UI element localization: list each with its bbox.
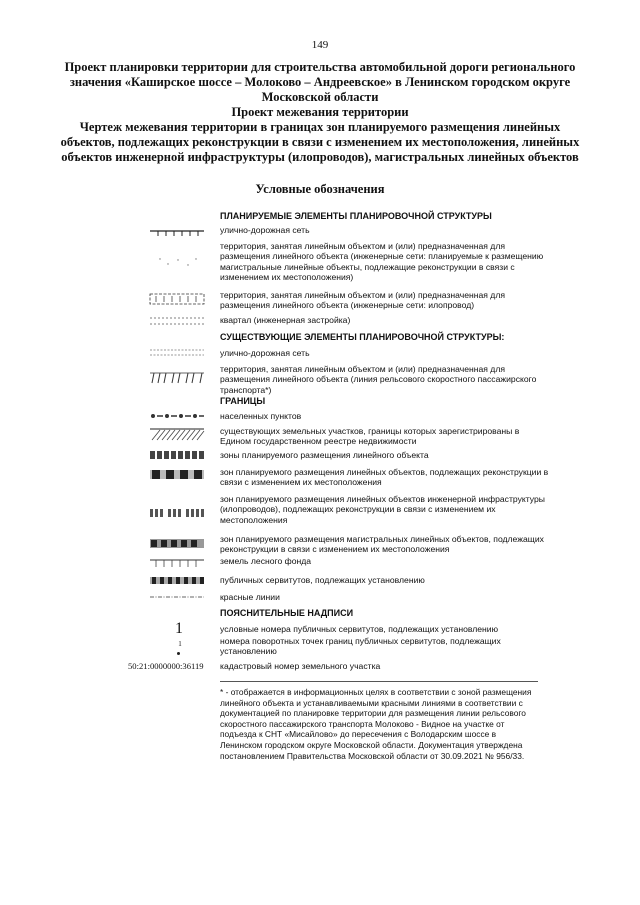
page-number: 149 (311, 39, 329, 51)
legend-text: территория, занятая линейным объектом и (или) предназначенная для размещения линейного объекта (инженерные сети: планируемые к размещению магистральные линейные объекты, подлежащие реконструкции в связи с изменением их местоположения) (220, 241, 544, 282)
legend-text: улично-дорожная сеть (220, 225, 310, 235)
legend-text: зон планируемого размещения линейных объектов инженерной инфраструктуры (илопроводов), подлежащих реконструкции в связи с изменением их местоположения (220, 494, 545, 525)
legend-text: территория, занятая линейным объектом и (или) предназначенная для размещения линейного объекта (линия рельсового скоростного пассажирского транспорта*) (220, 364, 537, 395)
servitude-number-symbol: 1 (175, 620, 183, 637)
title-line: значения «Каширское шоссе – Молоково – Андреевское» в Ленинском городском округе (69, 75, 571, 89)
legend-text: зоны планируемого размещения линейного объекта (220, 450, 429, 460)
document-title (40, 60, 600, 165)
legend-text: квартал (инженерная застройка) (220, 315, 351, 325)
legend-text: номера поворотных точек границ публичных сервитутов, подлежащих установлению (220, 636, 501, 657)
red-lines-symbol (148, 593, 206, 601)
planned-block-symbol (148, 315, 206, 327)
zone-linear-border-symbol (148, 450, 206, 460)
title-line: объектов инженерной инфраструктуры (илопроводов), магистральных линейных объектов (61, 150, 579, 164)
section-planned: ПЛАНИРУЕМЫЕ ЭЛЕМЕНТЫ ПЛАНИРОВОЧНОЙ СТРУКТУРЫ (220, 211, 492, 221)
zone-reconstruction-border-symbol (148, 469, 206, 481)
footnote-divider (220, 681, 538, 682)
section-notes: ПОЯСНИТЕЛЬНЫЕ НАДПИСИ (220, 608, 354, 618)
legend-text: условные номера публичных сервитутов, подлежащих установлению (220, 624, 499, 634)
turning-point-number-symbol: 1 (178, 640, 182, 648)
cadastral-number-symbol: 50:21:0000000:36119 (128, 661, 204, 671)
title-line: Московской области (261, 90, 379, 104)
legend-text: улично-дорожная сеть (220, 348, 310, 358)
section-borders: ГРАНИЦЫ (220, 396, 266, 406)
title-line: объектов, подлежащих реконструкции в связи с изменением их местоположения, линейных (60, 135, 580, 149)
title-line: Чертеж межевания территории в границах зон планируемого размещения линейных (79, 120, 561, 134)
legend-text: населенных пунктов (220, 411, 302, 421)
zone-engineering-border-symbol (148, 507, 206, 519)
legend-text: публичных сервитутов, подлежащих установлению (220, 575, 425, 585)
legend-text: территория, занятая линейным объектом и (или) предназначенная для размещения линейного объекта (инженерные сети: илопровод) (220, 290, 505, 311)
turning-point-dot (177, 652, 180, 655)
title-line: Проект планировки территории для строительства автомобильной дороги регионального (64, 60, 576, 74)
section-existing: СУЩЕСТВУЮЩИЕ ЭЛЕМЕНТЫ ПЛАНИРОВОЧНОЙ СТРУКТУРЫ: (220, 332, 505, 342)
existing-road-symbol (148, 348, 206, 358)
legend-text: существующих земельных участков, границы которых зарегистрированы в Едином государственном реестре недвижимости (220, 426, 520, 447)
legend-text: кадастровый номер земельного участка (220, 661, 381, 671)
legend-text: красные линии (220, 592, 280, 602)
forest-border-symbol (148, 557, 206, 569)
zone-main-border-symbol (148, 537, 206, 551)
planned-road-symbol (148, 229, 206, 237)
planned-sludge-territory-symbol (148, 292, 206, 306)
existing-rail-territory-symbol (148, 371, 206, 385)
servitudes-border-symbol (148, 575, 206, 587)
title-line: Проект межевания территории (231, 105, 409, 119)
legend-text: земель лесного фонда (220, 556, 312, 566)
legend-heading: Условные обозначения (255, 182, 385, 196)
planned-linear-territory-symbol (148, 255, 206, 269)
settlements-border-symbol (148, 411, 206, 421)
legend-text: зон планируемого размещения магистральных линейных объектов, подлежащих реконструкции в связи с изменением их местоположения (220, 534, 544, 555)
legend-text: зон планируемого размещения линейных объектов, подлежащих реконструкции в связи с изменением их местоположения (220, 467, 549, 488)
footnote: * - отображается в информационных целях в соответствии с зоной размещения линейного объекта и устанавливаемыми красными линиями в соответствии с документацией по планировке территории для размещения линии рельсового скоростного пассажирского транспорта Молоково - Видное на участке от подъезда к СНТ «Мисайлово» до пересечения с Володарским шоссе в Ленинском городском округе Московской области. Документация утверждена постановлением Правительства Московской области от 30.09.2021 № 956/33. (220, 687, 532, 761)
parcels-border-symbol (148, 427, 206, 441)
